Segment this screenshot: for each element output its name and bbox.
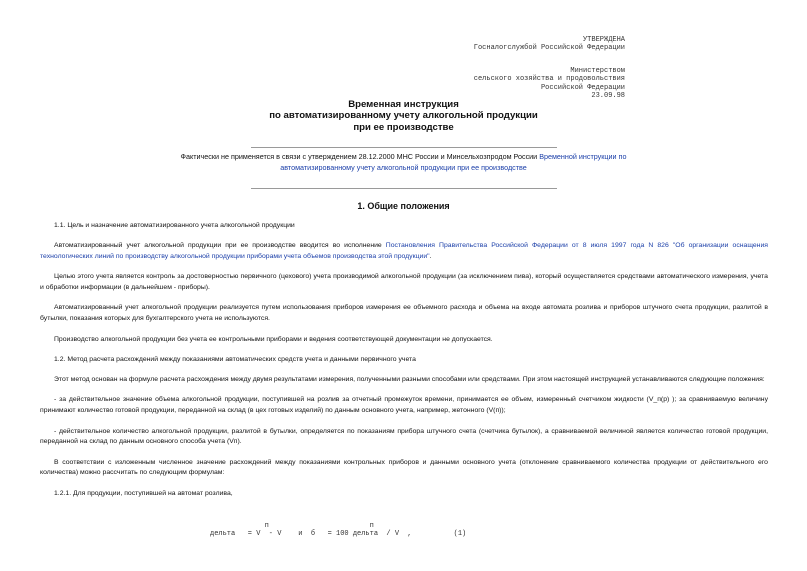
status-note-text: Фактически не применяется в связи с утверждением 28.12.2000 МНС России и Минсельхозпродом России <box>180 152 540 161</box>
paragraph-text: Автоматизированный учет алкогольной продукции при ее производстве вводится во исполнение <box>54 242 386 250</box>
formula-main: дельта = V - V и б = 100 дельта / V , (1) <box>210 530 467 539</box>
paragraph: - действительное количество алкогольной продукции, разлитой в бутылки, определяется по показаниям прибора штучного счета (счетчика бутылок), а сравниваемой величиной является количество готовой продукции, переданной на склад по данным основного способа учета (Vп). <box>40 427 768 446</box>
document-body <box>40 221 768 509</box>
ministry-approval <box>474 67 625 101</box>
divider-bottom <box>251 188 557 189</box>
government-decree-link[interactable]: Постановления Правительства Российской Федерации от 8 июля 1997 года N 826 "Об организации оснащения технологических линий по производству алкогольной продукции приборами учета объемов производства этой продукции" <box>40 242 768 261</box>
approval-stamp <box>474 36 625 53</box>
paragraph: 1.2. Метод расчета расхождений между показаниями автоматических средств учета и данными первичного учета <box>54 355 416 363</box>
title-line: Временная инструкция <box>348 99 459 110</box>
formula <box>210 522 466 539</box>
section-heading: 1. Общие положения <box>357 201 450 211</box>
formula-superscripts: п п <box>210 522 374 530</box>
status-note <box>180 152 627 173</box>
paragraph: Производство алкогольной продукции без учета ее контрольными приборами и ведения соответствующей документации не допускается. <box>54 335 493 343</box>
title-line: по автоматизированному учету алкогольной продукции <box>269 110 538 122</box>
approval-authority: Госналогслужбой Российской Федерации <box>473 44 625 53</box>
paragraph <box>40 241 768 263</box>
paragraph: Целью этого учета является контроль за достоверностью первичного (цехового) учета производимой алкогольной продукции (за исключением пива), который осуществляется средствами автоматического измерения, учета и обработки информации (в дальнейшем - приборы). <box>40 273 768 292</box>
title-line: при ее производстве <box>353 121 454 133</box>
paragraph: 1.1. Цель и назначение автоматизированного учета алкогольной продукции <box>54 222 295 229</box>
paragraph: Этот метод основан на формуле расчета расхождения между двумя результатами измерения, полученными разными способами или средствами. При этом настоящей инструкцией устанавливаются следующие положения: <box>54 376 765 384</box>
approval-line: УТВЕРЖДЕНА <box>582 36 625 44</box>
replacement-instruction-link[interactable]: Временной инструкции по автоматизированному учету алкогольной продукции при ее производстве <box>280 152 627 172</box>
paragraph: В соответствии с изложенным численное значение расхождений между показаниями контрольных приборов и данными основного учета (отклонение сравниваемого количества продукции от действительного его количества) можно рассчитать по следующим формулам: <box>40 458 768 477</box>
divider-top <box>251 147 557 148</box>
paragraph-text: . <box>429 253 432 261</box>
ministry-line: Министерством <box>570 67 625 75</box>
paragraph: - за действительное значение объема алкогольной продукции, поступившей на розлив за отчетный промежуток времени, принимается ее объем, измеренный счетчиком жидкости (V_п(р) ); за сравниваемую величину принимают количество готовой продукции, переданной на склад (в цех готовых изделий) по данным основного учета, например, жетонного (V(п)); <box>40 396 768 415</box>
ministry-line: Российской Федерации <box>540 83 625 92</box>
document-title <box>0 99 807 133</box>
ministry-line: сельского хозяйства и продовольствия <box>473 75 625 84</box>
approval-date: 23.09.98 <box>591 92 625 101</box>
paragraph: 1.2.1. Для продукции, поступившей на автомат розлива, <box>54 489 233 497</box>
paragraph: Автоматизированный учет алкогольной продукции реализуется путем использования приборов измерения ее объемного расхода и объема на входе автомата розлива и приборов штучного счета продукции, разлитой в бутылки, показания которых для бухгалтерского учета не используются. <box>40 304 768 323</box>
